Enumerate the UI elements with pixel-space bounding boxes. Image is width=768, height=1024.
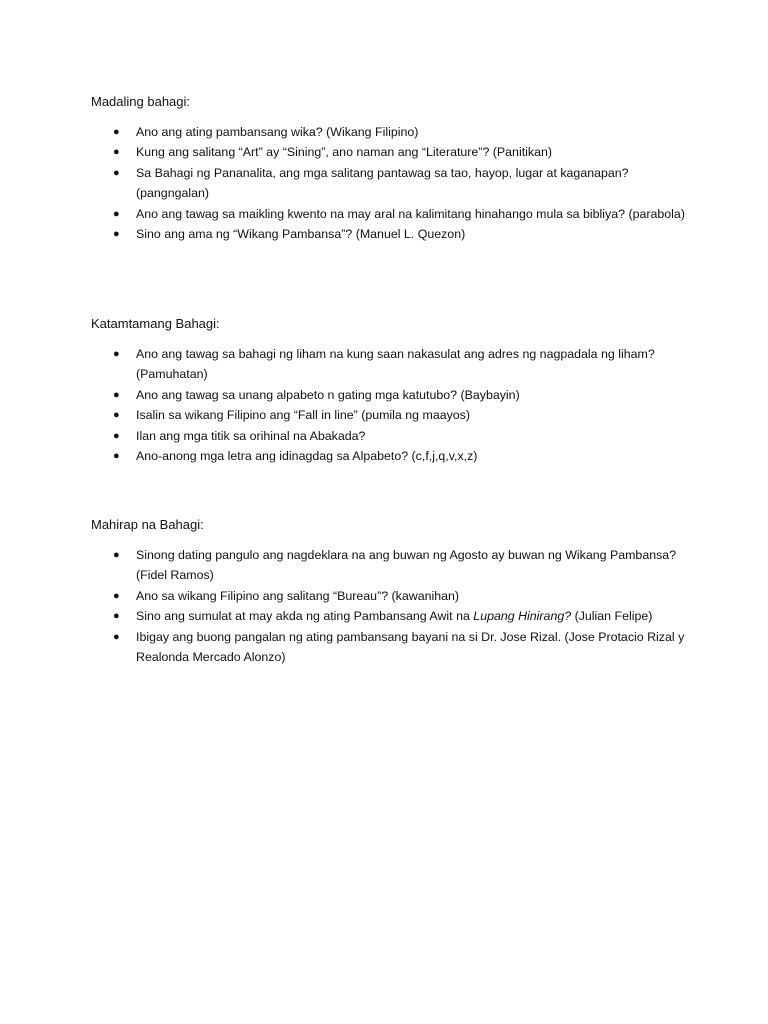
bullet-icon: ●: [113, 589, 120, 602]
section-heading: Katamtamang Bahagi:: [91, 316, 220, 331]
item-text-after: (Julian Felipe): [571, 609, 653, 624]
bullet-icon: ●: [113, 166, 120, 179]
bullet-icon: ●: [113, 409, 120, 422]
bullet-icon: ●: [113, 610, 120, 623]
item-text-italic: Lupang Hinirang?: [473, 609, 572, 624]
question-list: [91, 344, 691, 466]
section-heading: Mahirap na Bahagi:: [91, 517, 204, 532]
item-text: Sinong dating pangulo ang nagdeklara na ang buwan ng Agosto ay buwan ng Wikang Pambansa? (Fidel Ramos): [136, 548, 677, 583]
item-text: Sino ang ama ng “Wikang Pambansa”? (Manuel L. Quezon): [136, 227, 466, 242]
item-text: Ano ang tawag sa bahagi ng liham na kung saan nakasulat ang adres ng nagpadala ng liham? (Pamuhatan): [136, 347, 655, 382]
bullet-icon: ●: [113, 348, 120, 360]
list-item: [91, 142, 691, 162]
question-list: [91, 545, 691, 667]
item-text: Ano sa wikang Filipino ang salitang “Bureau”? (kawanihan): [136, 588, 460, 603]
list-item: [91, 586, 691, 606]
list-item: [91, 627, 691, 668]
bullet-icon: ●: [113, 146, 120, 159]
item-text: Ano-anong mga letra ang idinagdag sa Alpabeto? (c,f,j,q,v,x,z): [136, 449, 478, 464]
list-item: [91, 224, 691, 244]
list-item: [91, 385, 691, 405]
list-item: [91, 405, 691, 425]
question-list: [91, 122, 691, 244]
bullet-icon: ●: [113, 228, 120, 241]
bullet-icon: ●: [113, 549, 120, 561]
bullet-icon: ●: [113, 388, 120, 401]
item-text: Ilan ang mga titik sa orihinal na Abakada?: [136, 428, 366, 443]
item-text: Ano ang tawag sa unang alpabeto n gating mga katutubo? (Baybayin): [136, 387, 520, 402]
list-item: [91, 446, 691, 466]
list-item: [91, 545, 691, 586]
section-heading: Madaling bahagi:: [91, 94, 191, 109]
bullet-icon: ●: [113, 630, 120, 643]
item-text: Ibigay ang buong pangalan ng ating pambansang bayani na si Dr. Jose Rizal. (Jose Protacio Rizal y Realonda Mercado Alonzo): [136, 629, 685, 665]
list-item: [91, 344, 691, 385]
section-katamtamang-bahagi: [91, 314, 691, 466]
item-text: Isalin sa wikang Filipino ang “Fall in line” (pumila ng maayos): [136, 408, 471, 423]
item-text: Ano ang tawag sa maikling kwento na may aral na kalimitang hinahango mula sa bibliya? (parabola): [136, 206, 685, 221]
item-text: Sa Bahagi ng Pananalita, ang mga salitang pantawag sa tao, hayop, lugar at kaganapan? (pangngalan): [136, 165, 629, 201]
list-item: [91, 204, 691, 224]
bullet-icon: ●: [113, 429, 120, 442]
list-item: [91, 606, 691, 626]
list-item: [91, 426, 691, 446]
bullet-icon: ●: [113, 207, 120, 220]
item-text-before: Sino ang sumulat at may akda ng ating Pambansang Awit na: [136, 609, 474, 624]
section-madaling-bahagi: [91, 92, 691, 244]
list-item: [91, 163, 691, 204]
item-text: Ano ang ating pambansang wika? (Wikang Filipino): [136, 125, 419, 139]
section-mahirap-na-bahagi: [91, 515, 691, 667]
list-item: [91, 122, 691, 142]
bullet-icon: ●: [113, 450, 120, 463]
item-text: Kung ang salitang “Art” ay “Sining”, ano naman ang “Literature”? (Panitikan): [136, 145, 552, 160]
bullet-icon: ●: [113, 126, 120, 138]
